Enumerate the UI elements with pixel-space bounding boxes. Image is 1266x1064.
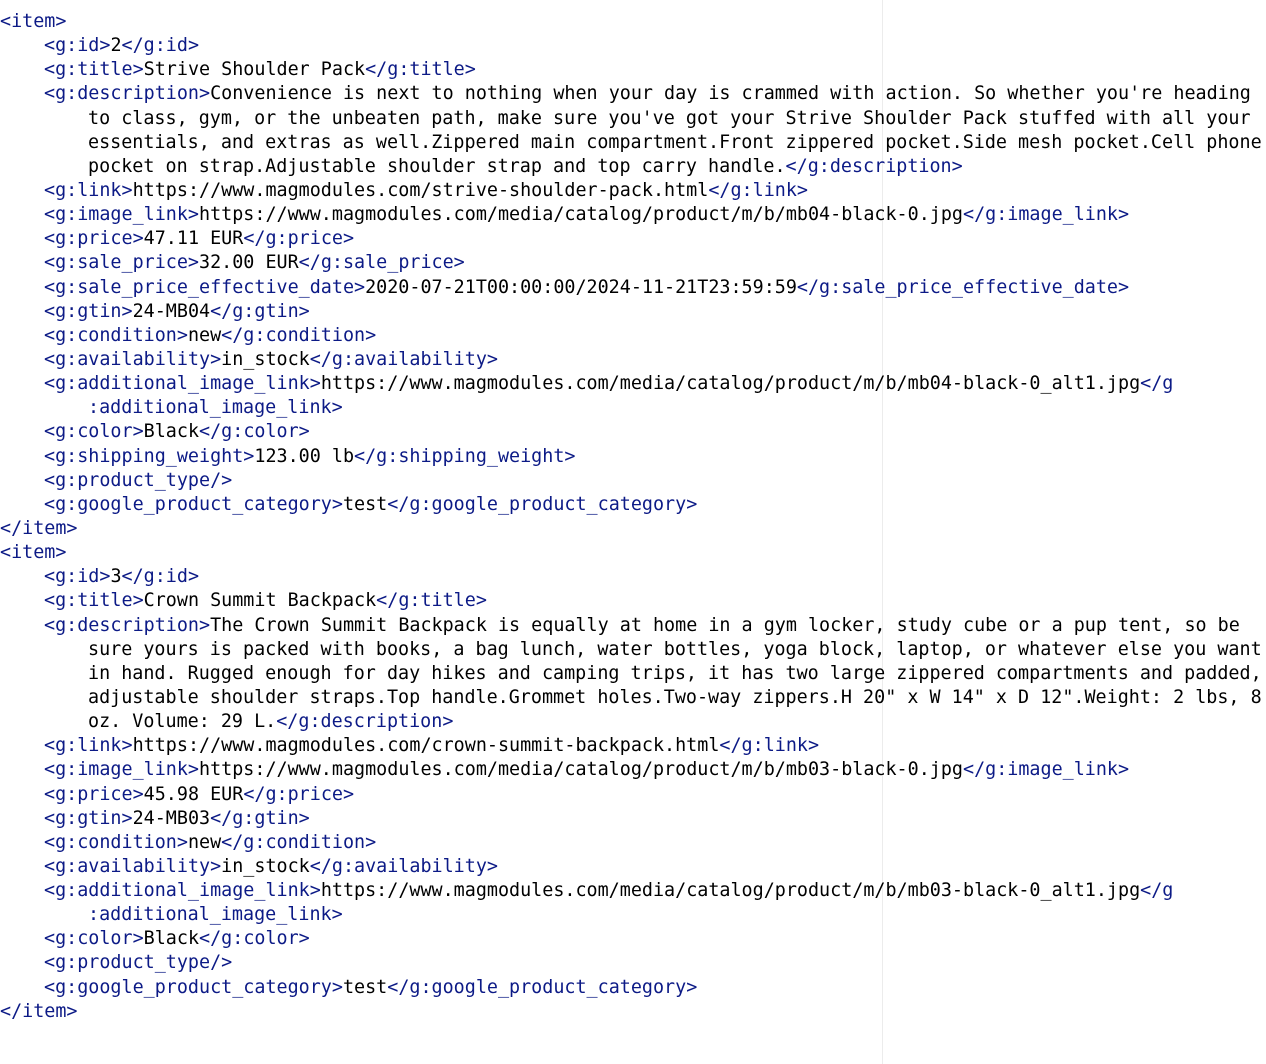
code-line (0, 903, 1266, 927)
xml-tag: </g:gtin> (210, 300, 310, 322)
xml-tag: <item> (0, 11, 67, 32)
xml-tag: <g:google_product_category> (44, 976, 343, 998)
xml-tag: <g:title> (44, 59, 144, 81)
xml-text: https://www.magmodules.com/media/catalog/product/m/b/mb03-black-0_alt1.jpg (320, 880, 1141, 902)
xml-text: The Crown Summit Backpack is equally at home in a gym locker, study cube or a pup tent, so be (210, 614, 1240, 636)
xml-text: https://www.magmodules.com/strive-shoulder-pack.html (132, 179, 709, 201)
xml-tag: <g:title> (44, 590, 144, 612)
code-line (0, 300, 1266, 324)
code-line (0, 324, 1266, 348)
xml-text: 24-MB03 (132, 807, 211, 829)
code-line (0, 155, 1266, 179)
xml-tag: </g:link> (708, 179, 808, 201)
xml-text: Crown Summit Backpack (143, 590, 377, 612)
xml-tag: </g:sale_price_effective_date> (796, 276, 1130, 298)
xml-tag: </g:gtin> (210, 807, 310, 829)
xml-text: to class, gym, or the unbeaten path, make sure you've got your Strive Shoulder Pack stuffed with all your (88, 107, 1251, 129)
code-line (0, 469, 1266, 493)
code-line (0, 927, 1266, 951)
xml-text: Black (143, 421, 200, 443)
xml-text: new (187, 324, 222, 346)
code-line (0, 276, 1266, 300)
xml-text: test (342, 976, 388, 998)
xml-tag: <g:additional_image_link> (44, 880, 321, 902)
xml-text: sure yours is packed with books, a bag lunch, water bottles, yoga block, laptop, or whatever else you want (88, 638, 1262, 660)
xml-tag: <g:link> (44, 179, 133, 201)
xml-tag: <g:color> (44, 421, 144, 443)
xml-text: in hand. Rugged enough for day hikes and camping trips, it has two large zippered compartments and padded, (88, 662, 1262, 684)
xml-text: https://www.magmodules.com/media/catalog/product/m/b/mb04-black-0.jpg (199, 204, 963, 226)
xml-text: new (187, 831, 222, 853)
code-line (0, 807, 1266, 831)
xml-tag: </g:availability> (309, 855, 498, 877)
code-line (0, 372, 1266, 396)
xml-tag: <g:gtin> (44, 300, 133, 322)
xml-text: test (342, 493, 388, 515)
xml-tag: </g:price> (243, 783, 355, 805)
code-line (0, 34, 1266, 58)
code-line (0, 348, 1266, 372)
xml-tag: <g:image_link> (44, 204, 200, 226)
xml-tag: </g:color> (199, 421, 310, 443)
xml-tag: <g:google_product_category> (44, 493, 343, 515)
xml-tag: <g:gtin> (44, 807, 133, 829)
xml-tag: </g:availability> (309, 348, 498, 370)
code-line (0, 10, 1266, 34)
xml-tag: <g:image_link> (44, 759, 200, 781)
code-line (0, 614, 1266, 638)
xml-tag: <g:color> (44, 928, 144, 950)
xml-text: in_stock (221, 348, 310, 370)
xml-text: 47.11 EUR (143, 228, 244, 250)
code-line (0, 783, 1266, 807)
code-line (0, 855, 1266, 879)
xml-tag: </g (1140, 373, 1174, 395)
code-line (0, 541, 1266, 565)
xml-tag: </g:color> (199, 928, 310, 950)
code-line (0, 82, 1266, 106)
xml-text: Black (143, 928, 200, 950)
code-line (0, 589, 1266, 613)
xml-tag: </g:description> (276, 711, 454, 733)
xml-tag: <g:product_type/> (44, 952, 233, 974)
code-line (0, 1000, 1266, 1024)
xml-tag: :additional_image_link> (88, 904, 343, 926)
xml-tag: </g:image_link> (963, 759, 1130, 781)
code-line (0, 203, 1266, 227)
xml-text: 32.00 EUR (199, 252, 299, 274)
xml-text: 123.00 lb (254, 445, 355, 467)
xml-text: 45.98 EUR (143, 783, 244, 805)
xml-text: 3 (110, 566, 122, 588)
code-line (0, 493, 1266, 517)
xml-tag: :additional_image_link> (88, 397, 343, 419)
code-line (0, 565, 1266, 589)
xml-text: 24-MB04 (132, 300, 211, 322)
xml-tag: </item> (0, 517, 78, 539)
code-line (0, 710, 1266, 734)
xml-tag: </g:description> (785, 155, 963, 177)
xml-tag: </g:id> (121, 566, 200, 588)
code-line (0, 686, 1266, 710)
code-line (0, 831, 1266, 855)
xml-tag: <g:id> (44, 35, 111, 57)
xml-tag: </g:condition> (221, 831, 377, 853)
code-line (0, 420, 1266, 444)
code-line (0, 107, 1266, 131)
code-line (0, 638, 1266, 662)
xml-tag: <g:availability> (44, 855, 222, 877)
xml-tag: </g:link> (719, 735, 820, 757)
xml-tag: <item> (0, 542, 67, 564)
xml-text: oz. Volume: 29 L. (88, 711, 277, 733)
code-line (0, 734, 1266, 758)
code-line (0, 951, 1266, 975)
xml-text: adjustable shoulder straps.Top handle.Grommet holes.Two-way zippers.H 20" x W 14" x D 12".Weight: 2 lbs, 8 (88, 686, 1262, 708)
code-line (0, 662, 1266, 686)
xml-tag: </g:sale_price> (298, 252, 465, 274)
code-line (0, 227, 1266, 251)
xml-tag: <g:id> (44, 566, 111, 588)
xml-tag: <g:product_type/> (44, 469, 233, 491)
xml-text: https://www.magmodules.com/crown-summit-backpack.html (132, 735, 720, 757)
xml-tag: <g:shipping_weight> (44, 445, 255, 467)
xml-text: in_stock (221, 855, 310, 877)
code-line (0, 758, 1266, 782)
code-line (0, 517, 1266, 541)
code-line (0, 251, 1266, 275)
xml-tag: <g:sale_price> (44, 252, 200, 274)
code-line (0, 879, 1266, 903)
xml-text: https://www.magmodules.com/media/catalog/product/m/b/mb03-black-0.jpg (199, 759, 963, 781)
xml-tag: <g:description> (44, 614, 211, 636)
xml-tag: <g:sale_price_effective_date> (44, 276, 366, 298)
code-line (0, 445, 1266, 469)
xml-tag: <g:condition> (44, 831, 188, 853)
xml-tag: </item> (0, 1000, 78, 1022)
xml-text: 2020-07-21T00:00:00/2024-11-21T23:59:59 (365, 276, 797, 298)
xml-tag: </g:id> (121, 35, 200, 57)
xml-tag: </g:title> (376, 590, 487, 612)
xml-tag: </g:image_link> (963, 204, 1130, 226)
xml-text: https://www.magmodules.com/media/catalog/product/m/b/mb04-black-0_alt1.jpg (320, 373, 1141, 395)
code-line (0, 396, 1266, 420)
xml-text: Strive Shoulder Pack (143, 59, 366, 81)
xml-tag: </g:shipping_weight> (354, 445, 576, 467)
xml-tag: </g:google_product_category> (387, 976, 698, 998)
code-line (0, 179, 1266, 203)
xml-tag: <g:price> (44, 228, 144, 250)
xml-tag: <g:additional_image_link> (44, 373, 321, 395)
xml-text: Convenience is next to nothing when your day is crammed with action. So whether you're heading (210, 83, 1251, 105)
xml-code-view[interactable] (0, 10, 1266, 1024)
xml-tag: <g:price> (44, 783, 144, 805)
xml-tag: </g:price> (243, 228, 355, 250)
xml-tag: </g:google_product_category> (387, 493, 698, 515)
code-line (0, 131, 1266, 155)
xml-tag: <g:condition> (44, 324, 188, 346)
xml-text: essentials, and extras as well.Zippered main compartment.Front zippered pocket.Side mesh pocket.Cell phone (88, 131, 1262, 153)
code-line (0, 58, 1266, 82)
xml-text: 2 (110, 35, 122, 57)
xml-tag: <g:availability> (44, 348, 222, 370)
xml-tag: <g:link> (44, 735, 133, 757)
code-line (0, 976, 1266, 1000)
xml-tag: </g (1140, 880, 1174, 902)
xml-tag: </g:condition> (221, 324, 377, 346)
xml-tag: </g:title> (365, 59, 476, 81)
xml-text: pocket on strap.Adjustable shoulder strap and top carry handle. (88, 155, 786, 177)
xml-tag: <g:description> (44, 83, 211, 105)
